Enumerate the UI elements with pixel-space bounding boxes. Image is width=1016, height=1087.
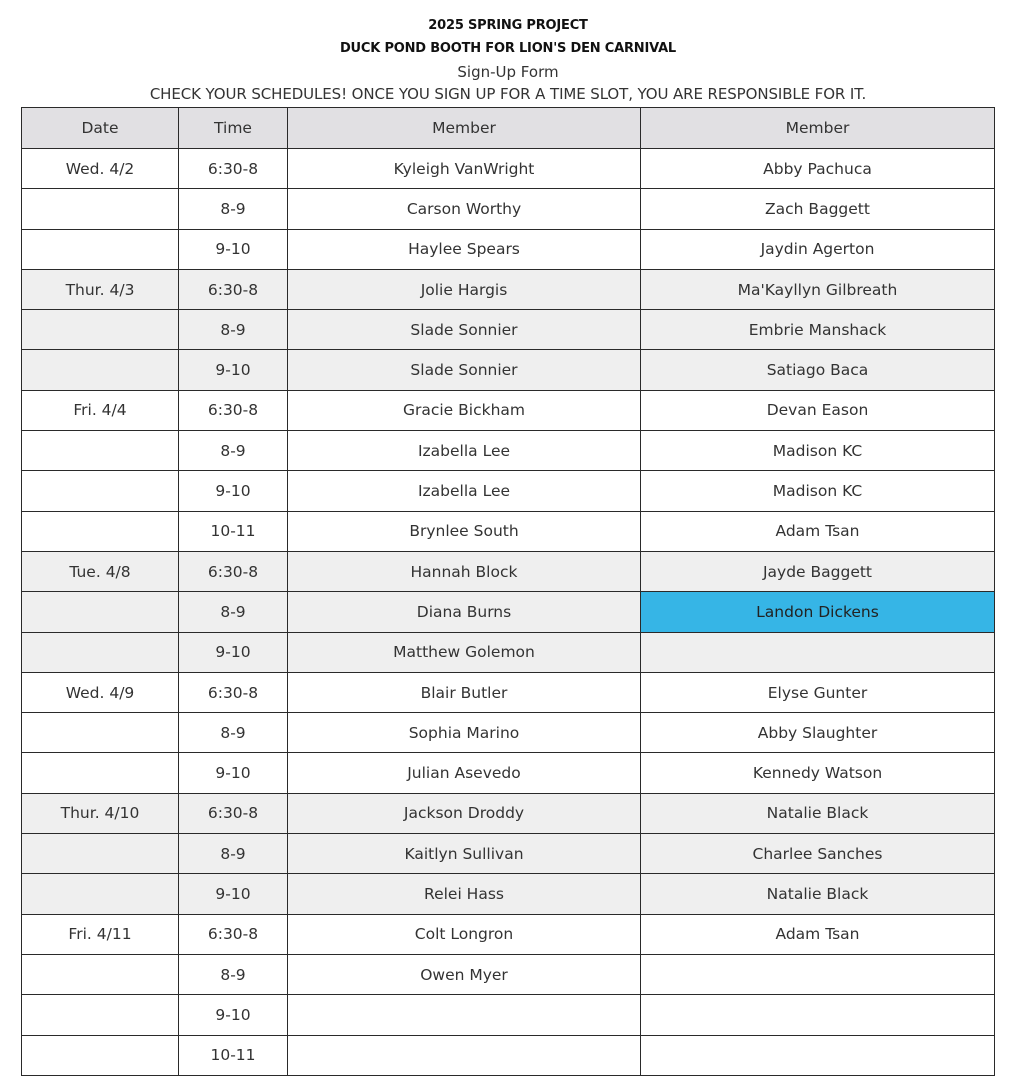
member-2-cell: Charlee Sanches — [641, 834, 995, 874]
table-row — [22, 471, 995, 511]
date-cell — [22, 753, 179, 793]
member-2-cell — [641, 632, 995, 672]
member-1-cell: Owen Myer — [288, 954, 641, 994]
member-1-cell: Izabella Lee — [288, 431, 641, 471]
member-1-cell: Sophia Marino — [288, 713, 641, 753]
form-subtitle: Sign-Up Form — [457, 63, 559, 81]
member-1-cell: Gracie Bickham — [288, 390, 641, 430]
time-cell: 10-11 — [179, 511, 288, 551]
signup-table — [21, 107, 995, 1076]
time-cell: 6:30-8 — [179, 793, 288, 833]
time-cell: 6:30-8 — [179, 269, 288, 309]
time-cell: 8-9 — [179, 189, 288, 229]
member-1-cell: Diana Burns — [288, 592, 641, 632]
date-cell: Wed. 4/9 — [22, 672, 179, 712]
time-cell: 6:30-8 — [179, 551, 288, 591]
time-cell: 8-9 — [179, 834, 288, 874]
member-2-cell: Ma'Kayllyn Gilbreath — [641, 269, 995, 309]
table-row — [22, 1035, 995, 1075]
table-row — [22, 310, 995, 350]
member-2-cell — [641, 954, 995, 994]
table-row — [22, 834, 995, 874]
date-cell — [22, 632, 179, 672]
time-cell: 9-10 — [179, 753, 288, 793]
member-2-cell: Satiago Baca — [641, 350, 995, 390]
column-header-date: Date — [22, 108, 179, 149]
column-header-time: Time — [179, 108, 288, 149]
member-2-cell: Madison KC — [641, 471, 995, 511]
time-cell: 9-10 — [179, 995, 288, 1035]
member-1-cell — [288, 995, 641, 1035]
member-2-cell — [641, 995, 995, 1035]
time-cell: 10-11 — [179, 1035, 288, 1075]
time-cell: 6:30-8 — [179, 149, 288, 189]
table-row — [22, 793, 995, 833]
date-cell — [22, 713, 179, 753]
table-row — [22, 914, 995, 954]
table-row — [22, 713, 995, 753]
time-cell: 6:30-8 — [179, 914, 288, 954]
member-2-cell — [641, 1035, 995, 1075]
table-row — [22, 269, 995, 309]
date-cell: Thur. 4/3 — [22, 269, 179, 309]
date-cell: Tue. 4/8 — [22, 551, 179, 591]
member-1-cell: Jackson Droddy — [288, 793, 641, 833]
table-row — [22, 632, 995, 672]
table-row — [22, 753, 995, 793]
date-cell: Wed. 4/2 — [22, 149, 179, 189]
time-cell: 6:30-8 — [179, 390, 288, 430]
table-row — [22, 954, 995, 994]
member-1-cell: Blair Butler — [288, 672, 641, 712]
member-2-cell: Zach Baggett — [641, 189, 995, 229]
date-cell — [22, 310, 179, 350]
member-1-cell: Colt Longron — [288, 914, 641, 954]
date-cell: Thur. 4/10 — [22, 793, 179, 833]
table-body — [22, 149, 995, 1076]
table-row — [22, 874, 995, 914]
member-1-cell: Haylee Spears — [288, 229, 641, 269]
time-cell: 9-10 — [179, 350, 288, 390]
time-cell: 8-9 — [179, 592, 288, 632]
member-1-cell: Relei Hass — [288, 874, 641, 914]
member-1-cell: Jolie Hargis — [288, 269, 641, 309]
member-2-cell: Jayde Baggett — [641, 551, 995, 591]
date-cell — [22, 229, 179, 269]
time-cell: 9-10 — [179, 229, 288, 269]
date-cell — [22, 592, 179, 632]
member-1-cell: Brynlee South — [288, 511, 641, 551]
schedule-notice: CHECK YOUR SCHEDULES! ONCE YOU SIGN UP FOR A TIME SLOT, YOU ARE RESPONSIBLE FOR IT. — [149, 85, 867, 103]
member-2-cell: Kennedy Watson — [641, 753, 995, 793]
member-1-cell: Izabella Lee — [288, 471, 641, 511]
date-cell — [22, 431, 179, 471]
date-cell — [22, 874, 179, 914]
member-1-cell: Slade Sonnier — [288, 350, 641, 390]
date-cell — [22, 834, 179, 874]
member-2-cell: Adam Tsan — [641, 914, 995, 954]
member-1-cell: Matthew Golemon — [288, 632, 641, 672]
table-header-row — [22, 108, 995, 149]
member-2-cell: Natalie Black — [641, 874, 995, 914]
member-1-cell: Carson Worthy — [288, 189, 641, 229]
date-cell: Fri. 4/11 — [22, 914, 179, 954]
table-row — [22, 189, 995, 229]
date-cell — [22, 350, 179, 390]
time-cell: 8-9 — [179, 713, 288, 753]
date-cell — [22, 471, 179, 511]
member-2-cell: Abby Pachuca — [641, 149, 995, 189]
member-1-cell — [288, 1035, 641, 1075]
table-row — [22, 229, 995, 269]
date-cell — [22, 995, 179, 1035]
table-row — [22, 592, 995, 632]
date-cell — [22, 511, 179, 551]
member-2-cell: Devan Eason — [641, 390, 995, 430]
time-cell: 9-10 — [179, 874, 288, 914]
table-row — [22, 672, 995, 712]
column-header-member-1: Member — [288, 108, 641, 149]
form-title: 2025 SPRING PROJECT — [428, 18, 588, 33]
member-2-cell: Landon Dickens — [641, 592, 995, 632]
member-2-cell: Abby Slaughter — [641, 713, 995, 753]
member-1-cell: Kyleigh VanWright — [288, 149, 641, 189]
member-1-cell: Slade Sonnier — [288, 310, 641, 350]
time-cell: 8-9 — [179, 310, 288, 350]
date-cell — [22, 189, 179, 229]
table-row — [22, 149, 995, 189]
time-cell: 8-9 — [179, 954, 288, 994]
form-event-title: DUCK POND BOOTH FOR LION'S DEN CARNIVAL — [339, 41, 677, 56]
date-cell: Fri. 4/4 — [22, 390, 179, 430]
time-cell: 8-9 — [179, 431, 288, 471]
member-2-cell: Natalie Black — [641, 793, 995, 833]
member-2-cell: Jaydin Agerton — [641, 229, 995, 269]
table-row — [22, 995, 995, 1035]
date-cell — [22, 1035, 179, 1075]
table-row — [22, 511, 995, 551]
time-cell: 9-10 — [179, 471, 288, 511]
date-cell — [22, 954, 179, 994]
member-1-cell: Kaitlyn Sullivan — [288, 834, 641, 874]
member-1-cell: Hannah Block — [288, 551, 641, 591]
member-2-cell: Madison KC — [641, 431, 995, 471]
member-2-cell: Embrie Manshack — [641, 310, 995, 350]
table-row — [22, 551, 995, 591]
member-2-cell: Adam Tsan — [641, 511, 995, 551]
time-cell: 6:30-8 — [179, 672, 288, 712]
member-2-cell: Elyse Gunter — [641, 672, 995, 712]
table-row — [22, 431, 995, 471]
table-row — [22, 390, 995, 430]
table-row — [22, 350, 995, 390]
time-cell: 9-10 — [179, 632, 288, 672]
column-header-member-2: Member — [641, 108, 995, 149]
member-1-cell: Julian Asevedo — [288, 753, 641, 793]
